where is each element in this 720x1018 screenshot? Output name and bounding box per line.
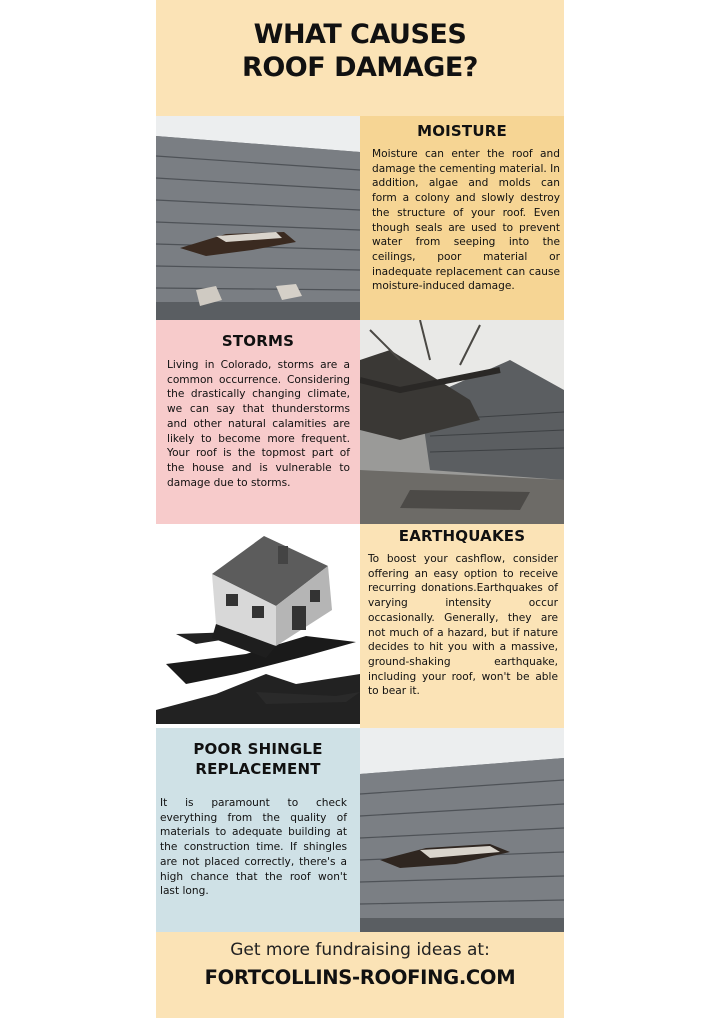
earthquake-house-photo <box>156 524 360 728</box>
shingle-body: It is paramount to check everything from the quality of materials to adequate building at the construction time. If shingles are not placed correctly, there's a high chance that the roof won't last long. <box>160 797 347 898</box>
shingle-panel <box>156 728 360 932</box>
damaged-roof-photo-2 <box>360 728 564 932</box>
shingle-heading-line-2: REPLACEMENT <box>195 760 321 778</box>
earthquakes-heading: EARTHQUAKES <box>398 527 526 545</box>
footer-call-to-action: Get more fundraising ideas at: <box>230 940 490 960</box>
storms-panel <box>156 320 360 524</box>
earthquakes-body: To boost your cashflow, consider offering an easy option to receive recurring donations.Earthquakes of varying intensity occur occasionally. Generally, they are not much of a hazard, but if nature decides to hit you with a massive, ground-shaking earthquake, including your roof, won't be able to bear it. <box>368 553 558 698</box>
moisture-body: Moisture can enter the roof and damage the cementing material. In addition, algae and molds can form a colony and slowly destroy the structure of your roof. Even though seals are used to prevent water from seeping into the ceilings, poor material or inadequate replacement can cause moisture-induced damage. <box>372 148 560 293</box>
title-line-1: WHAT CAUSES <box>253 19 467 50</box>
moisture-panel <box>360 116 564 320</box>
shingle-heading-line-1: POOR SHINGLE <box>193 740 323 758</box>
storms-heading: STORMS <box>221 332 295 350</box>
moisture-heading: MOISTURE <box>417 122 507 140</box>
page-title <box>156 18 564 84</box>
damaged-roof-photo-1 <box>156 116 360 320</box>
title-line-2: ROOF DAMAGE? <box>242 52 478 83</box>
footer-website-link[interactable]: FORTCOLLINS-ROOFING.COM <box>204 966 516 989</box>
earthquakes-panel <box>360 524 564 728</box>
infographic-sheet <box>156 0 564 1018</box>
storms-body: Living in Colorado, storms are a common occurrence. Considering the drastically changing climate, we can say that thunderstorms and other natural calamities are likely to become more frequent. Your roof is the topmost part of the house and is vulnerable to damage due to storms. <box>167 359 350 489</box>
storm-damaged-house-photo <box>360 320 564 524</box>
